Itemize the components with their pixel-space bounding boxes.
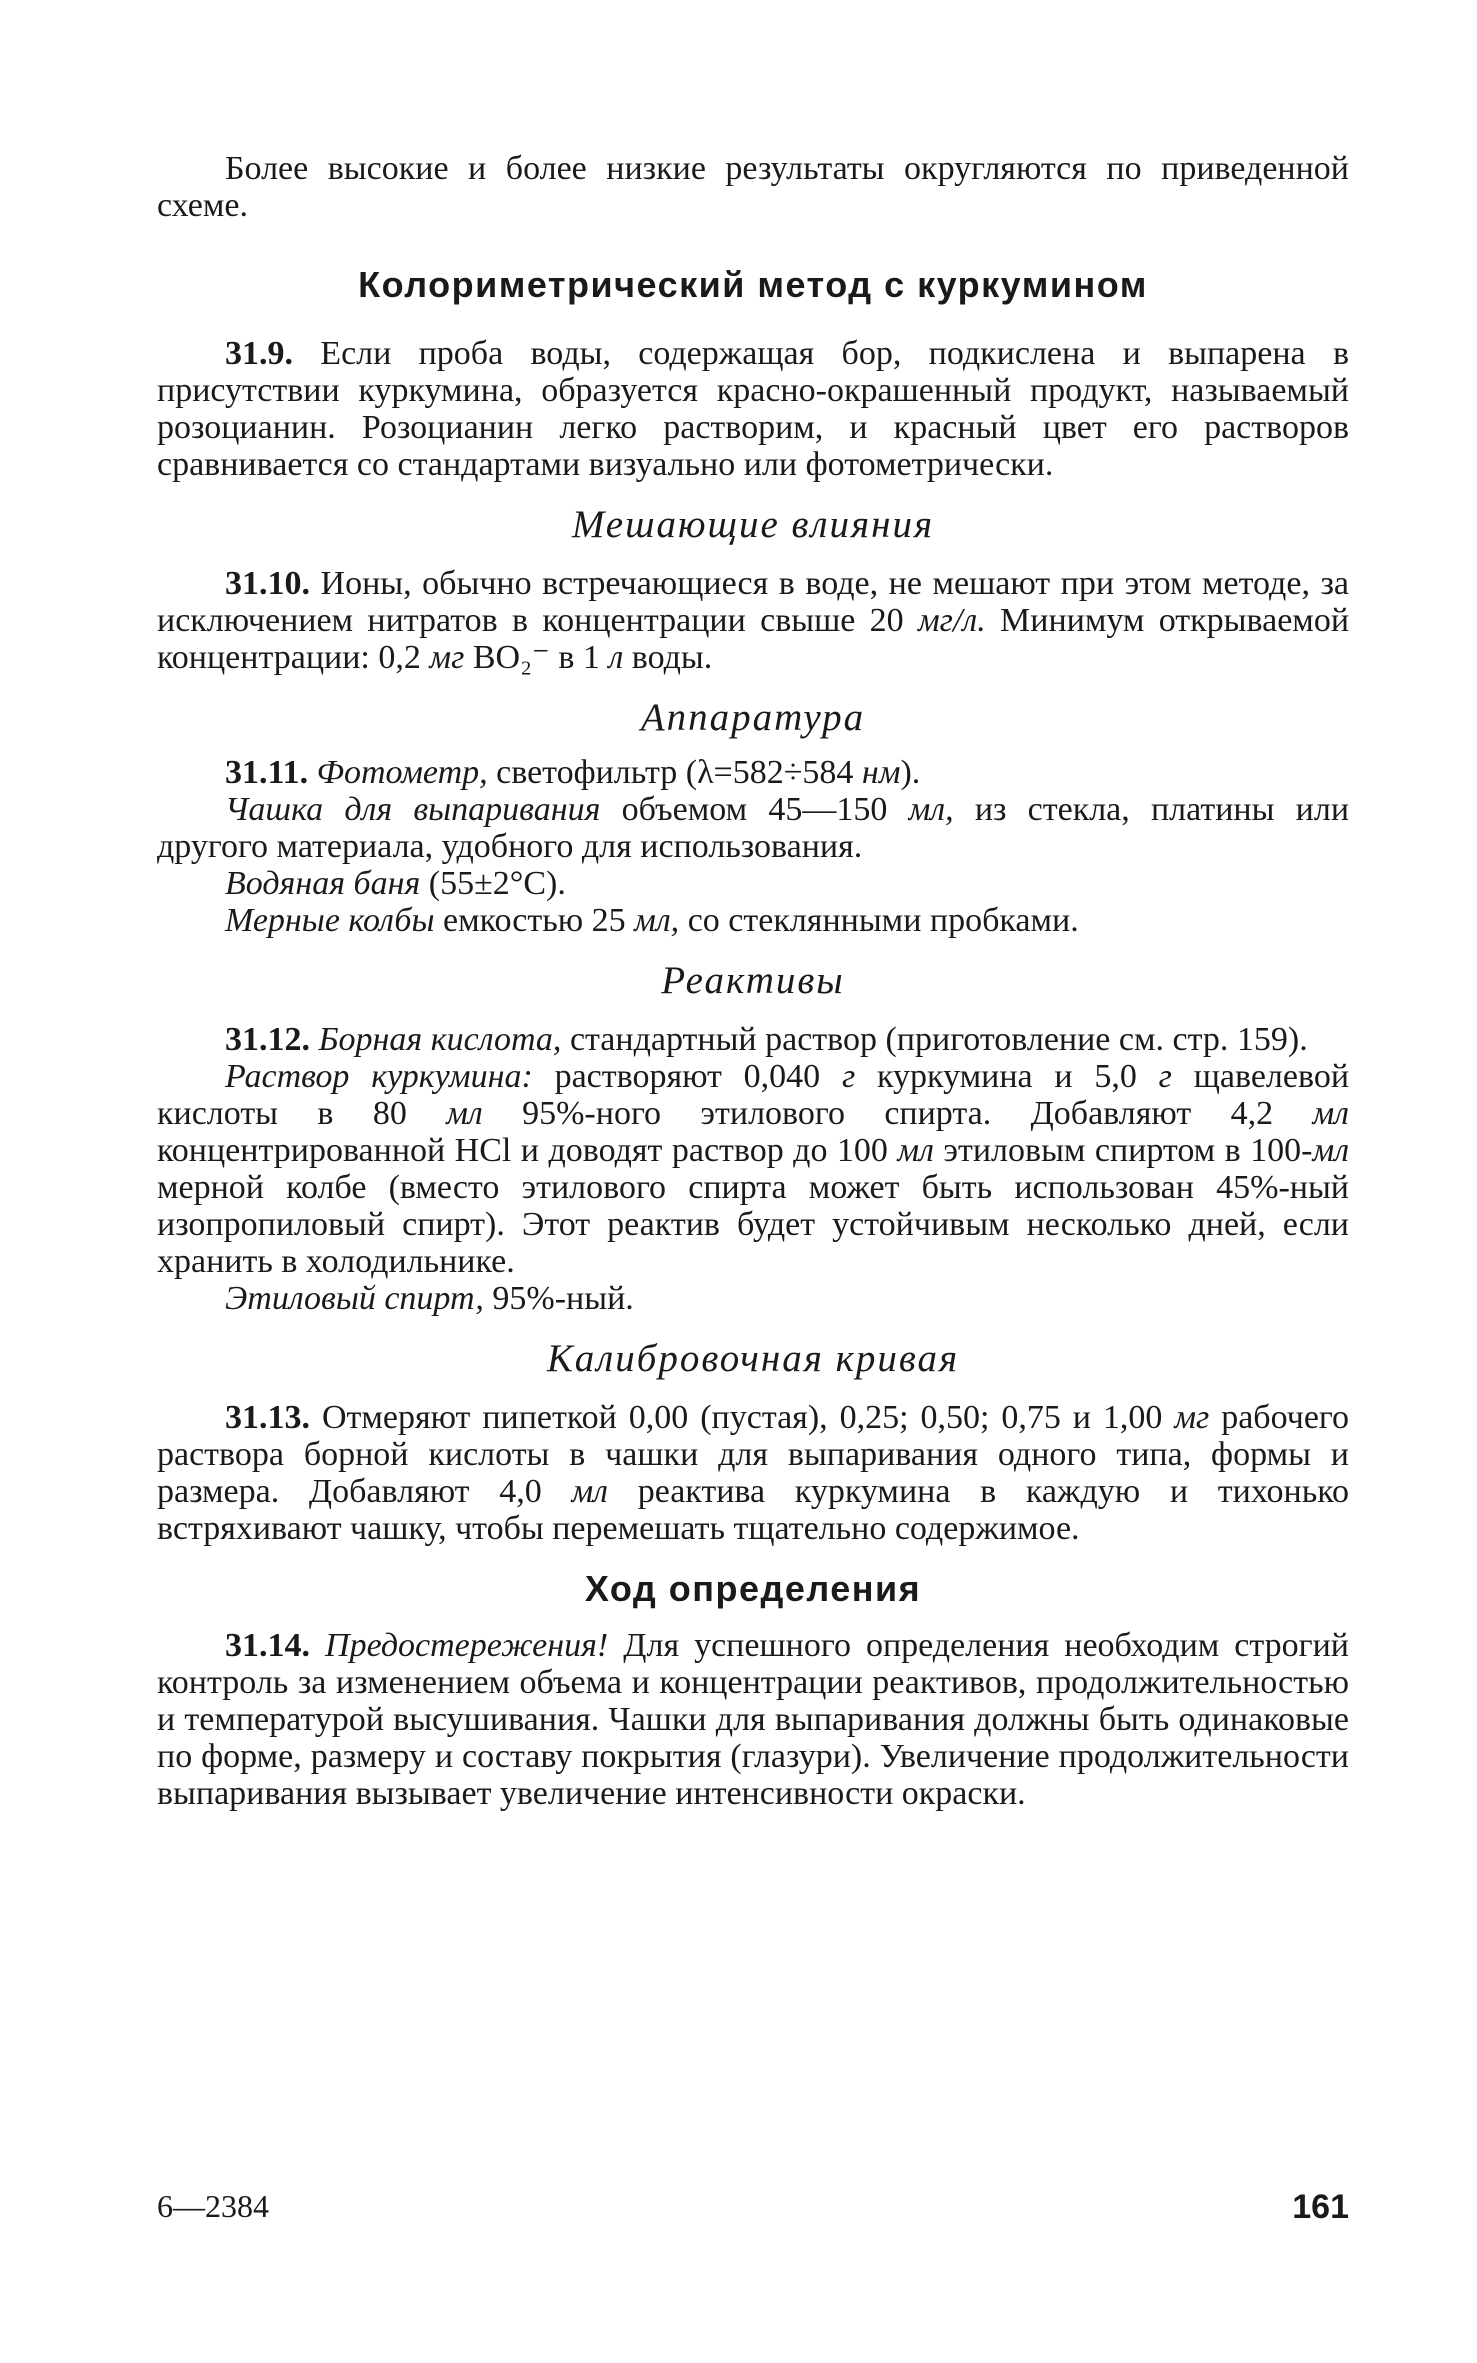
clause-number: 31.9.: [225, 335, 293, 372]
reagent-item-curcumin-solution: Раствор куркумина: растворяют 0,040 г куркумина и 5,0 г щавелевой кислоты в 80 мл 95%-ного этилового спирта. Добавляют 4,2 мл концентрированной HCl и доводят раствор до 100 мл этиловым спиртом в 100-мл мерной колбе (вместо этилового спирта может быть использован 45%-ный изопропиловый спирт). Этот реактив будет устойчивым несколько дней, если хранить в холодильнике.: [157, 1058, 1350, 1280]
apparatus-item-water-bath: Водяная баня (55±2°С).: [225, 865, 566, 902]
page-content: [157, 150, 1349, 1812]
intro-paragraph: Более высокие и более низкие результаты округляются по приведенной схеме.: [157, 150, 1349, 224]
clause-number: 31.14.: [225, 1627, 310, 1664]
clause-number: 31.13.: [225, 1399, 310, 1436]
printer-signature: 6—2384: [157, 2188, 269, 2224]
reagent-item-boric-acid: 31.12. Борная кислота, стандартный раствор (приготовление см. стр. 159).: [225, 1021, 1308, 1058]
heading-calibration: Калибровочная кривая: [546, 1337, 960, 1380]
page-number: 161: [1292, 2188, 1349, 2226]
paragraph-31-14: 31.14. Предостережения! Для успешного определения необходим строгий контроль за изменением объема и концентрации реактивов, продолжительностью и температурой высушивания. Чашки для выпаривания должны быть одинаковые по форме, размеру и составу покрытия (глазури). Увеличение продолжительности выпаривания вызывает увеличение интенсивности окраски.: [157, 1627, 1350, 1812]
section-title: Колориметрический метод с куркумином: [358, 264, 1148, 305]
apparatus-item-evaporating-dish: Чашка для выпаривания объемом 45—150 мл, из стекла, платины или другого материала, удобного для использования.: [157, 791, 1350, 865]
reagent-item-ethyl-alcohol: Этиловый спирт, 95%-ный.: [225, 1280, 634, 1317]
heading-interference: Мешающие влияния: [571, 503, 935, 546]
clause-number: 31.11.: [225, 754, 309, 791]
paragraph-31-10: 31.10. Ионы, обычно встречающиеся в воде, не мешают при этом методе, за исключением нитратов в концентрации свыше 20 мг/л. Минимум открываемой концентрации: 0,2 мг BO₂⁻ в 1 л воды.: [157, 565, 1350, 676]
clause-number: 31.12.: [225, 1021, 310, 1058]
clause-number: 31.10.: [225, 565, 310, 602]
heading-apparatus: Аппаратура: [640, 696, 866, 739]
heading-procedure: Ход определения: [584, 1568, 922, 1609]
heading-reagents: Реактивы: [661, 959, 845, 1002]
apparatus-item-photometer: 31.11. Фотометр, светофильтр (λ=582÷584 нм).: [225, 754, 921, 791]
apparatus-item-volumetric-flasks: Мерные колбы емкостью 25 мл, со стеклянными пробками.: [225, 902, 1079, 939]
paragraph-31-9: 31.9. Если проба воды, содержащая бор, подкислена и выпарена в присутствии куркумина, образуется красно-окрашенный продукт, называемый розоцианин. Розоцианин легко растворим, и красный цвет его растворов сравнивается со стандартами визуально или фотометрически.: [157, 335, 1349, 483]
paragraph-31-13: 31.13. Отмеряют пипеткой 0,00 (пустая), 0,25; 0,50; 0,75 и 1,00 мг рабочего раствора борной кислоты в чашки для выпаривания одного типа, формы и размера. Добавляют 4,0 мл реактива куркумина в каждую и тихонько встряхивают чашку, чтобы перемешать тщательно содержимое.: [157, 1399, 1350, 1547]
page-footer: [157, 2188, 1349, 2228]
